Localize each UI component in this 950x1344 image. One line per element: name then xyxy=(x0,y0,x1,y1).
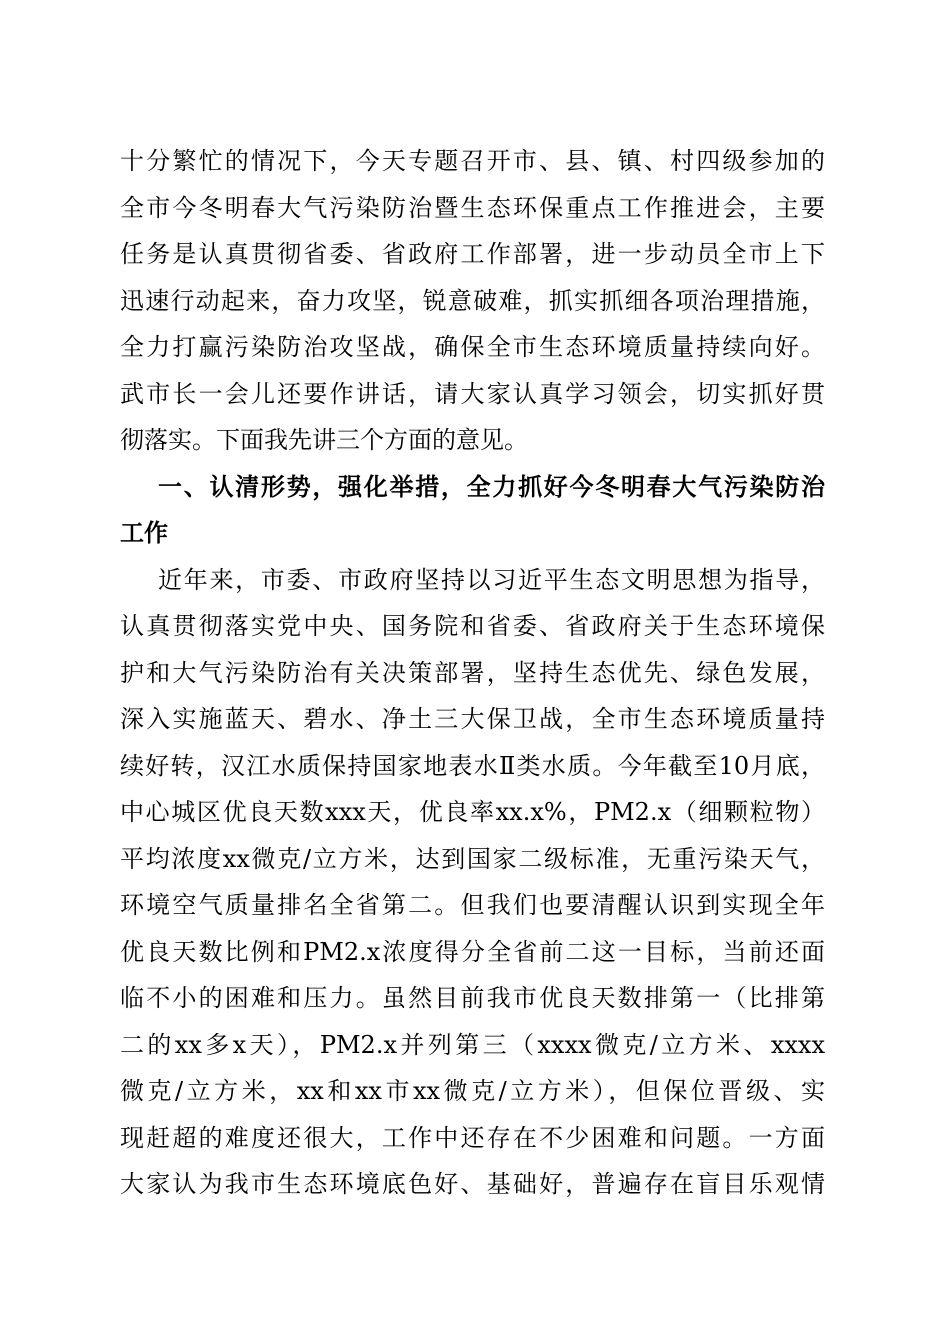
body-line-9: 优良天数比例和PM2.x浓度得分全省前二这一目标，当前还面 xyxy=(120,938,825,966)
body-line-3: 护和大气污染防治有关决策部署，坚持生态优先、绿色发展， xyxy=(120,659,825,687)
body-line-11: 二的xx多x天），PM2.x并列第三（xxxx微克/立方米、xxxx xyxy=(120,1031,825,1059)
body-line-12: 微克/立方米，xx和xx市xx微克/立方米），但保位晋级、实 xyxy=(120,1077,825,1105)
body-line-2: 认真贯彻落实党中央、国务院和省委、省政府关于生态环境保 xyxy=(120,612,825,640)
intro-line-3: 任务是认真贯彻省委、省政府工作部署，进一步动员全市上下 xyxy=(120,240,825,268)
body-line-10: 临不小的困难和压力。虽然目前我市优良天数排第一（比排第 xyxy=(120,984,825,1012)
body-line-4: 深入实施蓝天、碧水、净土三大保卫战，全市生态环境质量持 xyxy=(120,705,825,733)
body-line-14: 大家认为我市生态环境底色好、基础好，普遍存在盲目乐观情 xyxy=(120,1170,825,1198)
body-line-1: 近年来，市委、市政府坚持以习近平生态文明思想为指导， xyxy=(158,566,825,594)
body-line-6: 中心城区优良天数xxx天，优良率xx.x%，PM2.x（细颗粒物） xyxy=(120,798,825,826)
intro-line-1: 十分繁忙的情况下，今天专题召开市、县、镇、村四级参加的 xyxy=(120,147,825,175)
intro-line-7: 彻落实。下面我先讲三个方面的意见。 xyxy=(120,426,528,454)
intro-line-6: 武市长一会儿还要作讲话，请大家认真学习领会，切实抓好贯 xyxy=(120,380,825,408)
section-heading-line-2: 工作 xyxy=(120,519,168,547)
section-heading-line-1: 一、认清形势，强化举措，全力抓好今冬明春大气污染防治 xyxy=(158,473,825,501)
intro-line-5: 全力打赢污染防治攻坚战，确保全市生态环境质量持续向好。 xyxy=(120,333,825,361)
intro-line-4: 迅速行动起来，奋力攻坚，锐意破难，抓实抓细各项治理措施， xyxy=(120,287,825,315)
body-line-13: 现赶超的难度还很大，工作中还存在不少困难和问题。一方面 xyxy=(120,1124,825,1152)
body-line-8: 环境空气质量排名全省第二。但我们也要清醒认识到实现全年 xyxy=(120,891,825,919)
intro-line-2: 全市今冬明春大气污染防治暨生态环保重点工作推进会，主要 xyxy=(120,194,825,222)
body-line-5: 续好转，汉江水质保持国家地表水Ⅱ类水质。今年截至10月底， xyxy=(120,752,825,780)
body-line-7: 平均浓度xx微克/立方米，达到国家二级标准，无重污染天气， xyxy=(120,845,825,873)
